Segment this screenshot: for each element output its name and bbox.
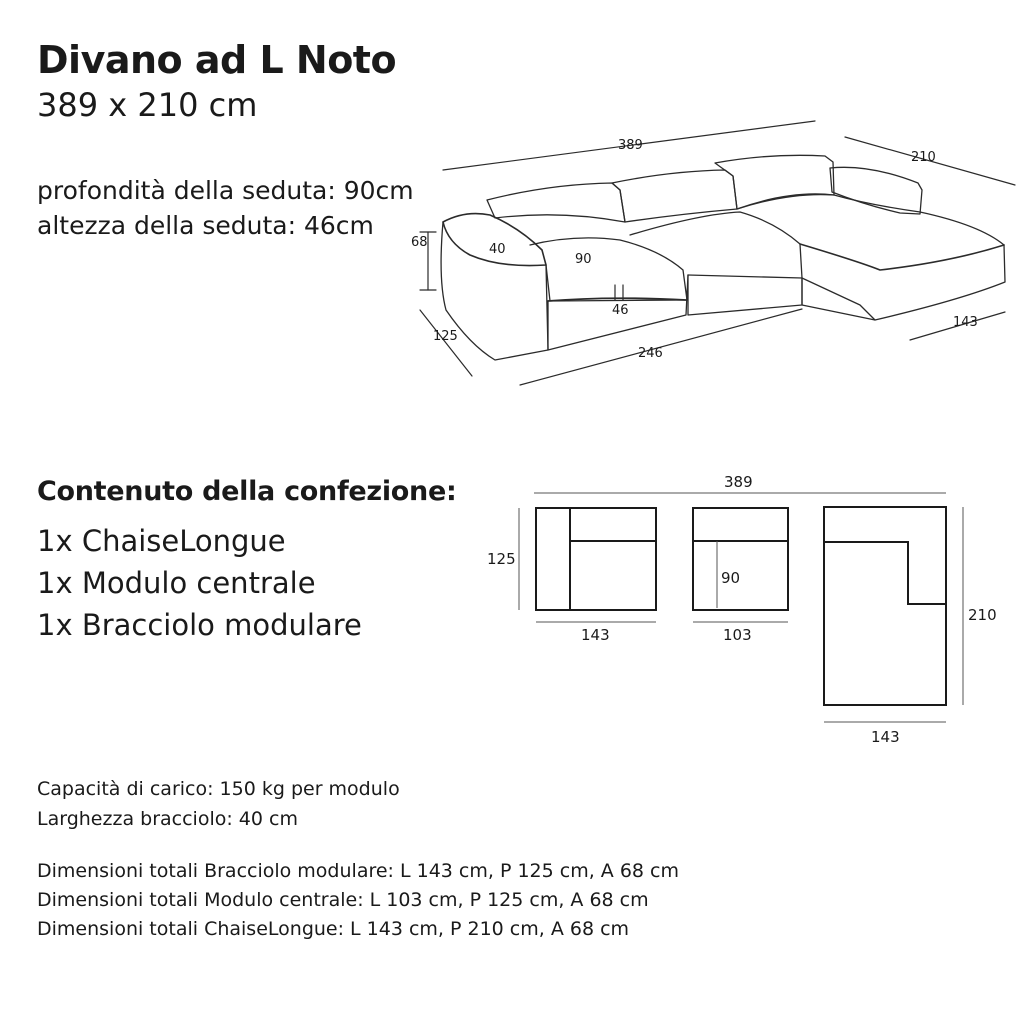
plan-dim-chaise-depth: 210: [968, 606, 997, 624]
dim-total-width: 389: [618, 138, 643, 153]
plan-dim-armrest-width: 143: [581, 626, 610, 644]
package-heading: Contenuto della confezione:: [37, 476, 457, 507]
dims-armrest-module: Dimensioni totali Bracciolo modulare: L 143 cm, P 125 cm, A 68 cm: [37, 860, 679, 882]
dim-armrest: 40: [489, 242, 506, 257]
package-item-central: 1x Modulo centrale: [37, 566, 316, 600]
seat-height-spec: altezza della seduta: 46cm: [37, 211, 374, 240]
dim-chaise-width: 143: [953, 315, 978, 330]
package-item-armrest: 1x Bracciolo modulare: [37, 608, 362, 642]
armrest-width-info: Larghezza bracciolo: 40 cm: [37, 808, 298, 830]
dim-seat-height: 46: [612, 303, 629, 318]
plan-dim-total-width: 389: [724, 473, 753, 491]
page-subtitle: 389 x 210 cm: [37, 86, 258, 124]
dims-chaise-module: Dimensioni totali ChaiseLongue: L 143 cm, P 210 cm, A 68 cm: [37, 918, 630, 940]
plan-dim-central-width: 103: [723, 626, 752, 644]
plan-dim-armrest-depth: 125: [487, 550, 516, 568]
dim-height: 68: [411, 235, 428, 250]
package-item-chaise: 1x ChaiseLongue: [37, 524, 286, 558]
plan-dim-central-seat: 90: [721, 569, 741, 587]
dims-central-module: Dimensioni totali Modulo centrale: L 103 cm, P 125 cm, A 68 cm: [37, 889, 649, 911]
dim-chaise-depth: 210: [911, 150, 936, 165]
dim-front-width: 246: [638, 346, 663, 361]
sofa-perspective-drawing: [0, 0, 1024, 420]
dim-seat-depth: 90: [575, 252, 592, 267]
page-title: Divano ad L Noto: [37, 38, 397, 82]
load-capacity: Capacità di carico: 150 kg per modulo: [37, 778, 400, 800]
dim-depth: 125: [433, 329, 458, 344]
plan-dim-chaise-width: 143: [871, 728, 900, 746]
seat-depth-spec: profondità della seduta: 90cm: [37, 176, 414, 205]
